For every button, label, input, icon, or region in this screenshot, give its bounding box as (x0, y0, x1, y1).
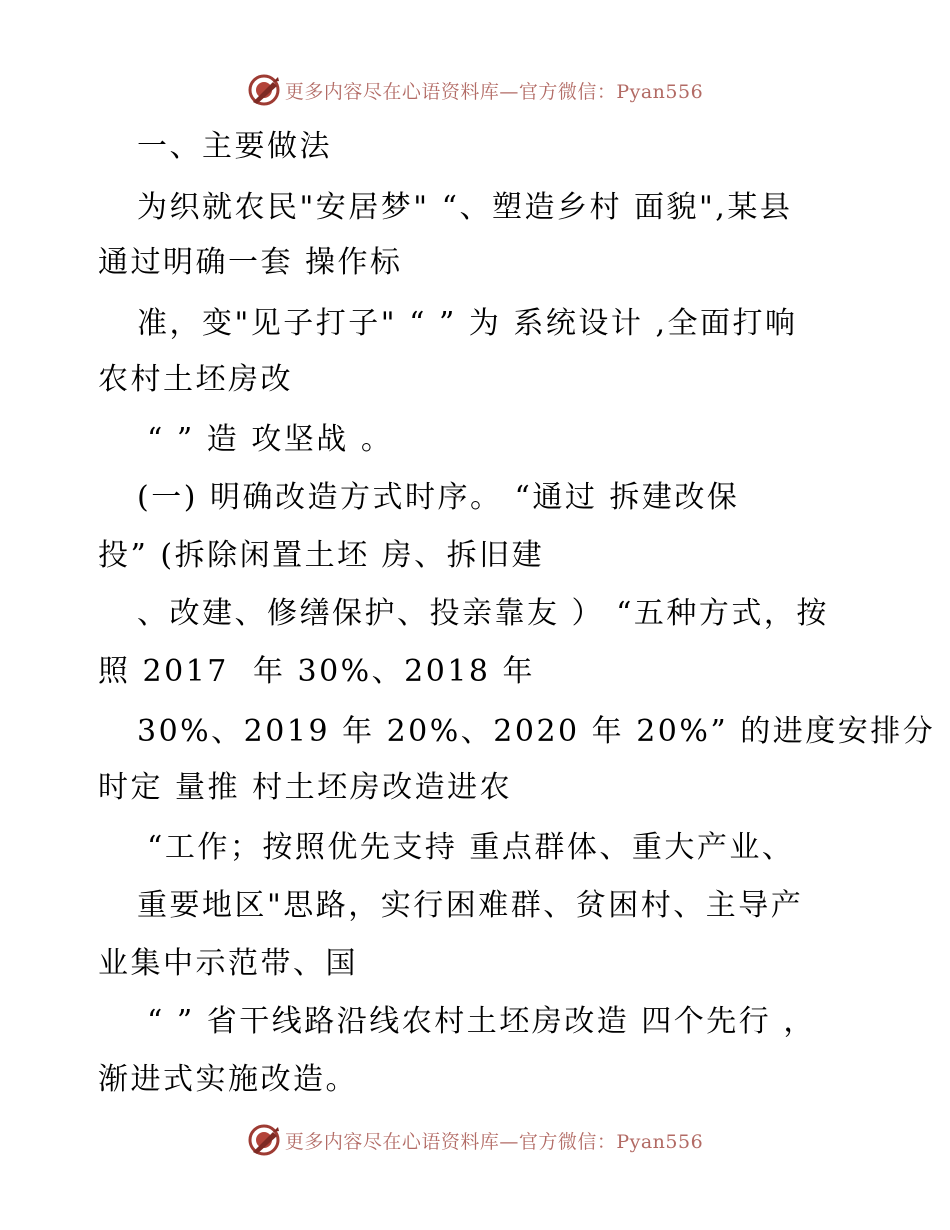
footer-banner-text: 更多内容尽在心语资料库—官方微信：Pyan556 (284, 1130, 704, 1153)
paragraph-line: 农村土坯房改 (98, 362, 293, 397)
header-banner-text: 更多内容尽在心语资料库—官方微信：Pyan556 (284, 80, 704, 103)
pen-logo-icon (247, 1123, 281, 1157)
paragraph-line: 时定 量推 村土坯房改造进农 (98, 770, 513, 805)
paragraph-line: 重要地区"思路，实行困难群、贫困村、主导产 (137, 888, 804, 923)
paragraph-line: 投” (拆除闲置土坯 房、拆旧建 (98, 538, 545, 573)
section-heading-line: (一) 明确改造方式时序。 “通过 拆建改保 (137, 480, 740, 515)
paragraph-line: 业集中示范带、国 (98, 946, 358, 981)
paragraph-line: 为织就农民"安居梦" “、塑造乡村 面貌",某县 (137, 190, 793, 225)
paragraph-line: 通过明确一套 操作标 (98, 245, 403, 280)
paragraph-line: 30%、2019 年 20%、2020 年 20%” 的进度安排分 (137, 714, 936, 749)
paragraph-line: 渐进式实施改造。 (98, 1062, 358, 1097)
paragraph-line: “ ” 省干线路沿线农村土坯房改造 四个先行 ， (147, 1004, 816, 1039)
heading-main-practices: 一、主要做法 (137, 129, 332, 164)
paragraph-line: “工作；按照优先支持 重点群体、重大产业、 (147, 830, 795, 865)
paragraph-line: 照 2017 年 30%、2018 年 (98, 654, 536, 689)
paragraph-line: 准，变"见子打子" “ ” 为 系统设计 ,全面打响 (137, 306, 798, 341)
paragraph-line: 、改建、修缮保护、投亲靠友 ） “五种方式，按 (137, 596, 829, 631)
paragraph-line: “ ” 造 攻坚战 。 (147, 422, 394, 457)
footer-banner (0, 1120, 950, 1160)
